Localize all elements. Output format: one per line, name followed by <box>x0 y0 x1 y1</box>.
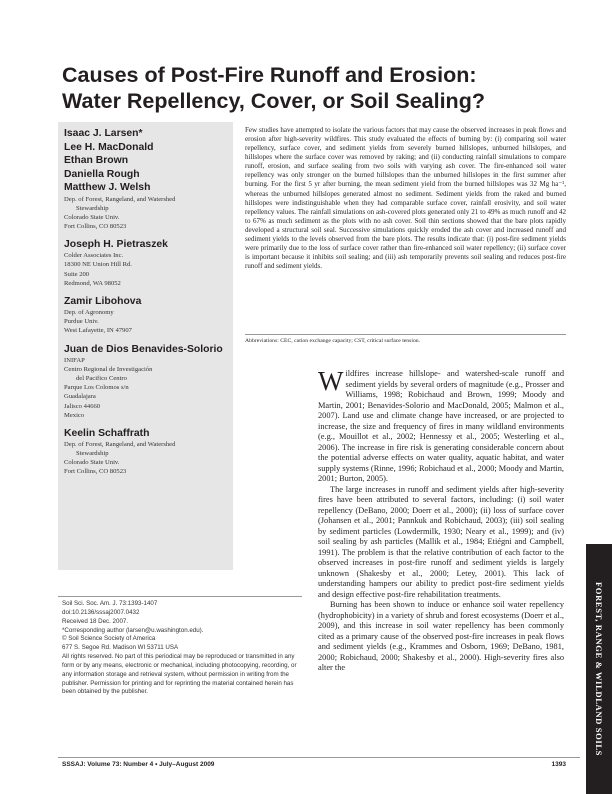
affiliation-line: Jalisco 44660 <box>64 402 101 410</box>
abbreviations-divider <box>245 334 566 335</box>
publication-info-line: © Soil Science Society of America <box>62 635 156 643</box>
author-name: Juan de Dios Benavides-Solorio <box>64 343 223 355</box>
drop-cap: W <box>318 366 344 396</box>
affiliation-line: Guadalajara <box>64 393 96 401</box>
affiliation-line: Dep. of Forest, Rangeland, and Watershed <box>64 441 176 449</box>
publication-info-line: All rights reserved. No part of this periodical may be reproduced or transmitted in any form or by any means, electronic or mechanical, including photocopying, recording, or any information storage and retrieval system, without permission in writing from the publisher. Permission for printing and for reprinting the material contained herein has been obtained by the publisher. <box>62 653 297 696</box>
abbreviations-label: Abbreviations: <box>245 338 279 344</box>
affiliation-line: del Pacifico Centro <box>76 375 127 383</box>
affiliation-line: Redmond, WA 98052 <box>64 279 121 287</box>
publication-info-line: Received 18 Dec. 2007. <box>62 617 129 625</box>
author-name: Joseph H. Pietraszek <box>64 238 168 250</box>
affiliation-line: Dep. of Agronomy <box>64 309 114 317</box>
author-affiliation <box>64 251 232 287</box>
abbreviations <box>245 338 566 346</box>
body-paragraph: The large increases in runoff and sediment yields after high-severity fires have been attributed to several factors, including: (i) soil water repellency (DeBano, 2000; Doerr et al., 2000); (ii) loss of surface cover (Johansen et al., 2001; Pannkuk and Robichaud, 2003); (iii) soil sealing by sediment particles (Lowdermilk, 1930; Neary et al., 1999); and (iv) soil sealing by ash particles (Mallik et al., 1984; Etiégni and Campbell, 1991). The problem is that the relative contribution of each factor to the observed increases in post-fire runoff and sediment yields is largely unknown (Shakesby et al., 2000; Letey, 2001). This lack of understanding hampers our ability to predict post-fire sediment yields and design effective post-fire rehabilitation treatments. <box>318 484 564 599</box>
body-text <box>318 366 564 674</box>
author-name: Matthew J. Welsh <box>64 182 151 193</box>
author-name: Zamir Libohova <box>64 295 142 307</box>
affiliation-line: Mexico <box>64 411 85 419</box>
abstract: Few studies have attempted to isolate the various factors that may cause the observed increases in peak flows and erosion after high-severity wildfires. This study evaluated the effects of burning by: (i) comparing soil water repellency, surface cover, and sediment yields from severely burned hillslopes, unburned hillslopes, and hillslopes where the surface cover was removed by raking; and (ii) conducting rainfall simulations to compare runoff, erosion, and surface sealing from two soils with varying ash cover. The fire-enhanced soil water repellency was only stronger on the burned hillslopes than the unburned hillslopes in the first summer after burning. For the first 5 yr after burning, the mean sediment yield from the burned hillslopes was 32 Mg ha⁻¹, whereas the unburned hillslopes generated almost no sediment. Sediment yields from the raked and burned hillslopes were indistinguishable when they had comparable surface cover, rainfall erosivity, and soil water repellency values. The rainfall simulations on ash-covered plots generated only 21 to 49% as much runoff and 42 to 67% as much sediment as the plots with no ash cover. Soil thin sections showed that the bare plots rapidly developed a structural soil seal. Successive simulations quickly eroded the ash cover and increased runoff and sediment yields to the levels observed from the bare plots. The results indicate that: (i) post-fire sediment yields were primarily due to the loss of surface cover rather than fire-enhanced soil water repellency; (ii) surface cover is important because it inhibits soil sealing; and (iii) ash temporarily prevents soil sealing and reduces post-fire runoff and sediment yields. <box>245 126 566 271</box>
footer-page-number: 1393 <box>551 761 566 768</box>
author-affiliation <box>64 356 232 420</box>
body-paragraph <box>318 366 564 485</box>
publication-info <box>62 600 300 697</box>
author-list <box>64 127 232 477</box>
affiliation-line: Colorado State Univ. <box>64 213 120 221</box>
affiliation-line: Stewardship <box>76 204 109 212</box>
author-affiliation <box>64 308 232 335</box>
affiliation-line: Dep. of Forest, Rangeland, and Watershed <box>64 195 176 203</box>
publication-info-line: 677 S. Segoe Rd. Madison WI 53711 USA <box>62 644 179 652</box>
footer-divider <box>58 757 580 758</box>
author-name: Lee H. MacDonald <box>64 141 154 153</box>
body-paragraph: Burning has been shown to induce or enhance soil water repellency (hydrophobicity) in a variety of shrub and forest ecosystems (Doerr et al., 2009), and this increase in soil water repellency has been commonly cited as a primary cause of the observed post-fire increases in peak flows and sediment yields (e.g., Krammes and Osborn, 1969; DeBano, 1981, 2000; Robichaud, 2000; Shakesby et al., 2000). High-severity fires also alter the <box>318 600 564 673</box>
affiliation-line: INIFAP <box>64 357 85 365</box>
author-affiliation <box>64 440 232 476</box>
section-side-tab-label: FOREST, RANGE & WILDLAND SOILS <box>594 581 604 757</box>
author-name: Daniella Rough <box>64 168 140 180</box>
affiliation-line: Parque Los Colomos s/n <box>64 384 129 392</box>
publication-info-line: Soil Sci. Soc. Am. J. 73:1393-1407 <box>62 600 158 607</box>
author-affiliation <box>64 195 232 231</box>
affiliation-line: Fort Collins, CO 80523 <box>64 222 127 230</box>
affiliation-line: Suite 200 <box>64 270 90 278</box>
affiliation-line: Colorado State Univ. <box>64 459 120 467</box>
publication-info-line: doi:10.2136/sssaj2007.0432 <box>62 608 140 616</box>
body-paragraph-text: ildfires increase hillslope- and watershed-scale runoff and sediment yields by several orders of magnitude (e.g., Prosser and Williams, 1998; Robichaud and Brown, 1999; Moody and Martin, 2001; Benavides-Solorio and MacDonald, 2005; Malmon et al., 2007). Land use and climate change have increased, or are projected to increase, the size and frequency of fires in many wildland environments (e.g., Mouillot et al., 2002; Hennessy et al., 2005; Westerling et al., 2006). The increase in fire risk is generating considerable concern about the potential adverse effects on water quality, aquatic habitat, and water supply systems (Rinne, 1996; Robichaud et al., 2000; Moody and Martin, 2001; Burton, 2005). <box>318 369 564 484</box>
affiliation-line: Stewardship <box>76 450 109 458</box>
affiliation-line: Fort Collins, CO 80523 <box>64 468 127 476</box>
affiliation-line: West Lafayette, IN 47907 <box>64 327 132 335</box>
affiliation-line: Colder Associates Inc. <box>64 252 124 260</box>
footer-journal: SSSAJ: Volume 73: Number 4 • July–August 2009 <box>62 761 215 768</box>
author-name: Isaac J. Larsen* <box>64 128 143 139</box>
affiliation-line: Purdue Univ. <box>64 318 99 326</box>
affiliation-line: Centro Regional de Investigación <box>64 366 153 374</box>
author-name: Keelin Schaffrath <box>64 427 150 439</box>
publication-info-divider <box>58 596 302 597</box>
article-title: Causes of Post-Fire Runoff and Erosion: Water Repellency, Cover, or Soil Sealing? <box>62 63 485 113</box>
affiliation-line: 18300 NE Union Hill Rd. <box>64 261 132 269</box>
abbreviations-text: CEC, cation exchange capacity; CST, critical surface tension. <box>280 338 421 344</box>
publication-info-line: *Corresponding author (larsen@u.washington.edu). <box>62 626 204 634</box>
author-name: Ethan Brown <box>64 155 129 166</box>
